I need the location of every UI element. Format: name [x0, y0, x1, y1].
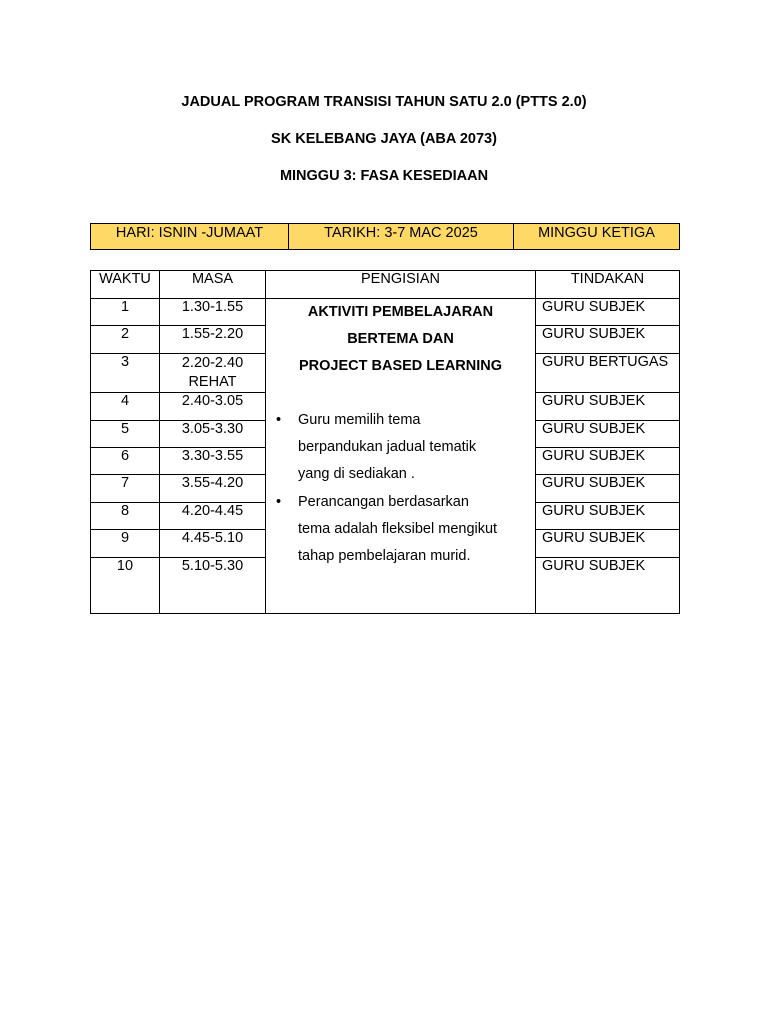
header-tindakan: TINDAKAN: [536, 271, 680, 299]
masa-time: 3.05-3.30: [181, 421, 244, 437]
masa-time: 2.40-3.05: [181, 393, 244, 409]
info-row: [91, 224, 680, 250]
masa-time: 1.55-2.20: [181, 326, 244, 342]
header-masa: MASA: [160, 271, 266, 299]
cell-waktu: 5: [91, 421, 160, 448]
info-minggu: MINGGU KETIGA: [514, 224, 680, 250]
cell-masa: [160, 354, 266, 393]
header-waktu: WAKTU: [91, 271, 160, 299]
cell-masa: [160, 503, 266, 530]
masa-time: 1.30-1.55: [181, 299, 244, 315]
pengisian-heading-line: BERTEMA DAN: [347, 331, 454, 347]
bullet-icon: •: [276, 494, 282, 510]
info-tarikh: TARIKH: 3-7 MAC 2025: [289, 224, 514, 250]
bullet-text-line: tahap pembelajaran murid.: [298, 548, 471, 564]
bullet-text-line: Perancangan berdasarkan: [298, 494, 469, 510]
week-phase-title: MINGGU 3: FASA KESEDIAAN: [279, 168, 489, 184]
cell-waktu: 3: [91, 354, 160, 393]
cell-tindakan: GURU SUBJEK: [536, 558, 680, 614]
cell-tindakan: GURU SUBJEK: [536, 421, 680, 448]
cell-tindakan: GURU BERTUGAS: [536, 354, 680, 393]
document-title: JADUAL PROGRAM TRANSISI TAHUN SATU 2.0 (PTTS 2.0): [181, 94, 587, 110]
bullet-text-line: berpandukan jadual tematik: [298, 439, 477, 455]
cell-tindakan: GURU SUBJEK: [536, 448, 680, 475]
cell-waktu: 7: [91, 475, 160, 503]
bullet-text-line: yang di sediakan .: [298, 466, 415, 482]
masa-time: 2.20-2.40: [181, 355, 244, 371]
cell-masa: [160, 421, 266, 448]
masa-note: REHAT: [188, 374, 237, 390]
cell-tindakan: GURU SUBJEK: [536, 530, 680, 558]
cell-waktu: 8: [91, 503, 160, 530]
cell-tindakan: GURU SUBJEK: [536, 503, 680, 530]
bullet-icon: •: [276, 412, 282, 428]
masa-time: 4.45-5.10: [181, 530, 244, 546]
header-pengisian: PENGISIAN: [266, 271, 536, 299]
pengisian-bullet-list: [276, 407, 525, 570]
cell-waktu: 6: [91, 448, 160, 475]
cell-tindakan: GURU SUBJEK: [536, 299, 680, 326]
masa-time: 4.20-4.45: [181, 503, 244, 519]
masa-time: 5.10-5.30: [181, 558, 244, 574]
cell-waktu: 10: [91, 558, 160, 614]
cell-waktu: 9: [91, 530, 160, 558]
cell-waktu: 1: [91, 299, 160, 326]
school-name: SK KELEBANG JAYA (ABA 2073): [271, 131, 497, 147]
cell-masa: [160, 530, 266, 558]
cell-tindakan: GURU SUBJEK: [536, 326, 680, 354]
pengisian-heading-line: AKTIVITI PEMBELAJARAN: [307, 304, 494, 320]
cell-masa: [160, 393, 266, 421]
masa-time: 3.30-3.55: [181, 448, 244, 464]
bullet-text-line: tema adalah fleksibel mengikut: [298, 521, 498, 537]
pengisian-heading-line: PROJECT BASED LEARNING: [298, 358, 503, 374]
bullet-text-line: Guru memilih tema: [298, 412, 421, 428]
cell-masa: [160, 326, 266, 354]
masa-time: 3.55-4.20: [181, 475, 244, 491]
cell-masa: [160, 475, 266, 503]
cell-pengisian: [266, 299, 536, 614]
schedule-table: [90, 270, 680, 614]
list-item: [276, 489, 525, 570]
cell-tindakan: GURU SUBJEK: [536, 393, 680, 421]
cell-masa: [160, 558, 266, 614]
cell-waktu: 4: [91, 393, 160, 421]
info-table: [90, 223, 680, 250]
info-hari: HARI: ISNIN -JUMAAT: [91, 224, 289, 250]
cell-waktu: 2: [91, 326, 160, 354]
cell-masa: [160, 299, 266, 326]
cell-masa: [160, 448, 266, 475]
list-item: [276, 407, 525, 488]
cell-tindakan: GURU SUBJEK: [536, 475, 680, 503]
table-header-row: [91, 271, 680, 299]
table-row: [91, 299, 680, 326]
